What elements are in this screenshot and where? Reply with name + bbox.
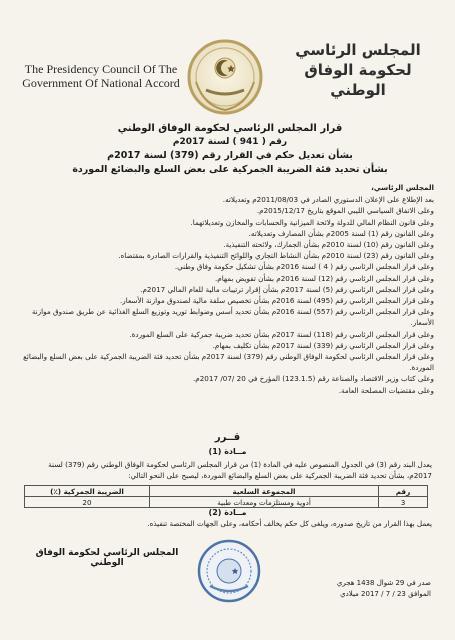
- recital-4: وعلى القانون رقم (1) لسنة 2005م بشأن المصارف وتعديلاته.: [248, 228, 434, 238]
- recital-1: بعد الإطلاع على الإعلان الدستوري الصادر في 2011/08/03م وتعديلاته.: [222, 195, 434, 205]
- table-header-rate: الضريبة الجمركية (٪): [25, 486, 150, 497]
- arabic-header-line2: لحكومة الوفاق الوطني: [304, 61, 412, 99]
- decree-title: [60, 122, 400, 177]
- recital-8: وعلى قرار المجلس الرئاسي رقم (12) لسنة 2016م بشأن تفويض بمهام.: [215, 273, 434, 283]
- english-header-line1: The Presidency Council Of The: [24, 62, 178, 76]
- table-cell-number: 3: [379, 497, 428, 508]
- signature-block: المجلس الرئاسي لحكومة الوفاق الوطني: [35, 548, 179, 568]
- recital-12: وعلى قرار المجلس الرئاسي رقم (118) لسنة 2017م بشأن تحديد ضريبة جمركية على السلع الموردة.: [129, 329, 434, 339]
- title-line2: رقم ( 941 ) لسنة 2017م: [172, 137, 288, 147]
- issue-date-hijri: صدر في 29 شوال 1438 هجري: [336, 579, 431, 587]
- recitals: [22, 182, 434, 396]
- customs-table: [24, 485, 428, 508]
- recital-9: وعلى قرار المجلس الرئاسي رقم (5) لسنة 2017م بشأن إقرار ترتيبات مالية للعام المالي 2017م.: [140, 284, 434, 294]
- title-line3: بشأن تعديل حكم في القرار رقم (379) لسنة 2017م: [107, 150, 353, 161]
- table-header-number: رقم: [379, 486, 428, 497]
- article2-heading: مــادة (2): [208, 508, 247, 517]
- recital-7: وعلى قرار المجلس الرئاسي رقم ( 4 ) لسنة 2016م بشأن تشكيل حكومة وفاق وطني.: [174, 262, 434, 272]
- official-stamp-icon: [196, 536, 262, 606]
- recital-13: وعلى قرار المجلس الرئاسي رقم (339) لسنة 2017م بشأن تكليف بمهام.: [212, 340, 434, 350]
- table-cell-group: أدوية ومستلزمات ومعدات طبية: [150, 497, 379, 508]
- table-header-group: المجموعة السلعية: [150, 486, 379, 497]
- article1-text: يعدل البند رقم (3) في الجدول المنصوص عليه في المادة (1) من قرار المجلس الرئاسي لحكومة الوفاق الوطني رقم (379) لسنة 2017م، بشأن تحديد فئة الضريبة الجمركية على بعض السلع والبضائع الموردة، ليصبح على النحو التالي:: [48, 460, 432, 480]
- article2-text: يعمل بهذا القرار من تاريخ صدوره، ويلغى كل حكم يخالف أحكامه، وعلى الجهات المختصة تنفيذه.: [147, 519, 432, 528]
- table-row: [25, 497, 428, 508]
- title-line1: قرار المجلس الرئاسي لحكومة الوفاق الوطني: [117, 123, 343, 134]
- issue-date-gregorian: الموافق 23 / 7 / 2017 ميلادي: [340, 590, 431, 598]
- recital-6: وعلى القانون رقم (23) لسنة 2010م بشأن النشاط التجاري واللوائح التنفيذية والقرارات الصادرة بمقتضاه.: [118, 251, 434, 261]
- recital-5: وعلى القانون رقم (10) لسنة 2010م بشأن الجمارك، ولائحته التنفيذية.: [223, 240, 434, 250]
- arabic-header-line1: المجلس الرئاسي: [295, 41, 421, 59]
- issue-date: [311, 578, 431, 600]
- english-header-line2: Government Of National Accord: [22, 76, 180, 90]
- gna-seal-icon: [186, 34, 264, 120]
- recital-3: وعلى قانون النظام المالي للدولة ولائحة الميزانية والحسابات والمخازن وتعديلاتهما.: [190, 217, 434, 227]
- opening-line: المجلس الرئاسي،: [371, 183, 434, 192]
- table-cell-rate: 20: [25, 497, 150, 508]
- recital-15: وعلى كتاب وزير الاقتصاد والصناعة رقم (123.1.5) المؤرخ في 20 /07/ 2017م.: [192, 374, 434, 384]
- decided-heading: قــرر: [214, 432, 241, 443]
- recital-2: وعلى الاتفاق السياسي الليبي الموقع بتاريخ 2015/12/17م.: [256, 206, 434, 216]
- arabic-header: [283, 40, 433, 100]
- recital-11: وعلى قرار المجلس الرئاسي رقم (557) لسنة 2016م بشأن تحديد أسس وضوابط توريد وتوزيع السلع الغذائية عن طريق صندوق موازنة الأسعار.: [31, 307, 434, 328]
- table-header-row: [25, 486, 428, 497]
- recital-14: وعلى قرار المجلس الرئاسي لحكومة الوفاق الوطني رقم (379) لسنة 2017م بشأن تحديد فئة الضريبة الجمركية على بعض السلع والبضائع الموردة.: [23, 352, 434, 373]
- recital-10: وعلى قرار المجلس الرئاسي رقم (495) لسنة 2016م بشأن تخصيص سلفة مالية لصندوق موازنة الأسعار.: [120, 296, 434, 306]
- english-header: [16, 62, 186, 90]
- article1-heading: مــادة (1): [208, 447, 247, 456]
- recital-16: وعلى مقتضيات المصلحة العامة.: [338, 385, 434, 395]
- title-line4: بشأن تحديد فئة الضريبة الجمركية على بعض السلع والبضائع الموردة: [72, 164, 388, 175]
